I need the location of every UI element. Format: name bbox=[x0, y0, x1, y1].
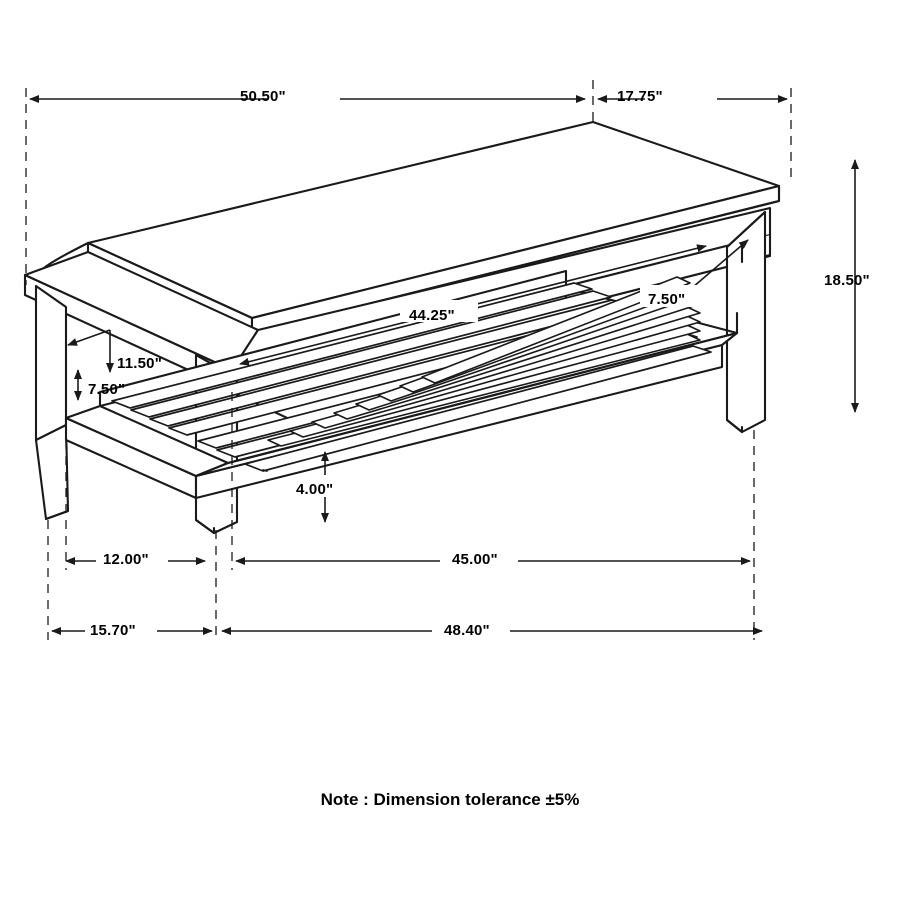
dim-label-48-40: 48.40" bbox=[444, 622, 490, 639]
dim-line-11-50-leader bbox=[68, 330, 110, 345]
dim-label-17-75: 17.75" bbox=[617, 88, 663, 105]
dim-label-18-50: 18.50" bbox=[824, 272, 870, 289]
dim-label-4-00: 4.00" bbox=[296, 481, 334, 498]
tolerance-note: Note : Dimension tolerance ±5% bbox=[320, 790, 580, 809]
dim-label-45-00: 45.00" bbox=[452, 551, 498, 568]
dim-label-12-00: 12.00" bbox=[103, 551, 149, 568]
dim-label-15-70: 15.70" bbox=[90, 622, 136, 639]
dim-label-50-50: 50.50" bbox=[240, 88, 286, 105]
dim-label-7-50-left: 7.50" bbox=[88, 381, 126, 398]
dim-label-11-50: 11.50" bbox=[117, 355, 163, 372]
dim-label-44-25: 44.25" bbox=[409, 307, 455, 324]
dim-label-7-50-right: 7.50" bbox=[648, 291, 686, 308]
